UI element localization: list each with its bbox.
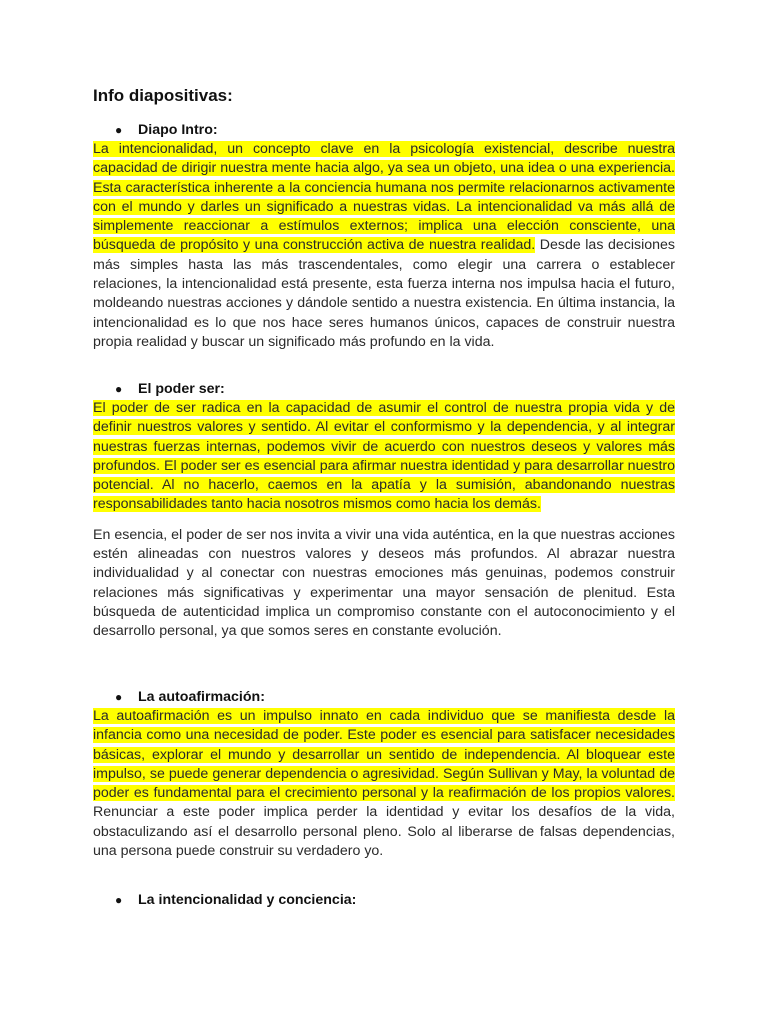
- section-heading: [93, 687, 675, 707]
- section-heading: [93, 120, 675, 140]
- paragraph: [93, 140, 675, 352]
- section-heading-text: La autoafirmación:: [138, 689, 265, 705]
- body-text: En esencia, el poder de ser nos invita a vivir una vida auténtica, en la que nuestras acciones estén alineadas con nuestros valores y deseos más profundos. Al abrazar nuestra individualidad y al conectar con nuestras emociones más genuinas, podemos construir relaciones más significativas y experimentar una mayor sensación de plenitud. Esta búsqueda de autenticidad implica un compromiso constante con el autoconocimiento y el desarrollo personal, ya que somos seres en constante evolución.: [93, 526, 675, 640]
- bullet-icon: ●: [115, 123, 123, 137]
- paragraph: [93, 399, 675, 515]
- section-heading-text: El poder ser:: [138, 381, 225, 397]
- bullet-icon: ●: [115, 382, 123, 396]
- section-heading-text: La intencionalidad y conciencia:: [138, 892, 357, 908]
- section-heading-text: Diapo Intro:: [138, 122, 218, 138]
- highlighted-text: El poder de ser radica en la capacidad de asumir el control de nuestra propia vida y de definir nuestros valores y sentido. Al evitar el conformismo y la dependencia, y al integrar nuestras fuerzas internas, podemos vivir de acuerdo con nuestros deseos y valores más profundos. El poder ser es esencial para afirmar nuestra identidad y para desarrollar nuestro potencial. Al no hacerlo, caemos en la apatía y la sumisión, abandonando nuestras responsabilidades tanto hacia nosotros mismos como hacia los demás.: [93, 400, 675, 513]
- highlighted-text: La autoafirmación es un impulso innato en cada individuo que se manifiesta desde la infancia como una necesidad de poder. Este poder es esencial para satisfacer necesidades básicas, explorar el mundo y desarrollar un sentido de independencia. Al bloquear este impulso, se puede generar dependencia o agresividad. Según Sullivan y May, la voluntad de poder es fundamental para el crecimiento personal y la reafirmación de los propios valores.: [93, 708, 675, 802]
- highlighted-text: La intencionalidad, un concepto clave en la psicología existencial, describe nuestra capacidad de dirigir nuestra mente hacia algo, ya sea un objeto, una idea o una experiencia. Esta característica inherente a la conciencia humana nos permite relacionarnos activamente con el mundo y darles un significado a nuestras vidas. La intencionalidad va más allá de simplemente reaccionar a estímulos externos; implica una elección consciente, una búsqueda de propósito y una construcción activa de nuestra realidad.: [93, 141, 675, 254]
- body-text: Renunciar a este poder implica perder la identidad y evitar los desafíos de la vida, obstaculizando así el desarrollo personal pleno. Solo al liberarse de falsas dependencias, una persona puede construir su verdadero yo.: [93, 804, 675, 860]
- section-heading: [93, 890, 675, 910]
- section-diapo-intro: [93, 120, 675, 352]
- bullet-icon: ●: [115, 690, 123, 704]
- paragraph: [93, 526, 675, 642]
- bullet-icon: ●: [115, 893, 123, 907]
- document-title: Info diapositivas:: [93, 86, 233, 105]
- section-el-poder-ser: [93, 379, 675, 642]
- paragraph: [93, 707, 675, 861]
- section-heading: [93, 379, 675, 399]
- section-intencionalidad-y-conciencia: [93, 890, 675, 910]
- section-la-autoafirmacion: [93, 687, 675, 861]
- body-text: Desde las decisiones más simples hasta las más trascendentales, como elegir una carrera o establecer relaciones, la intencionalidad está presente, esta fuerza interna nos impulsa hacia el futuro, moldeando nuestras acciones y dándole sentido a nuestra existencia. En última instancia, la intencionalidad es lo que nos hace seres humanos únicos, capaces de construir nuestra propia realidad y buscar un significado más profundo en la vida.: [93, 237, 675, 350]
